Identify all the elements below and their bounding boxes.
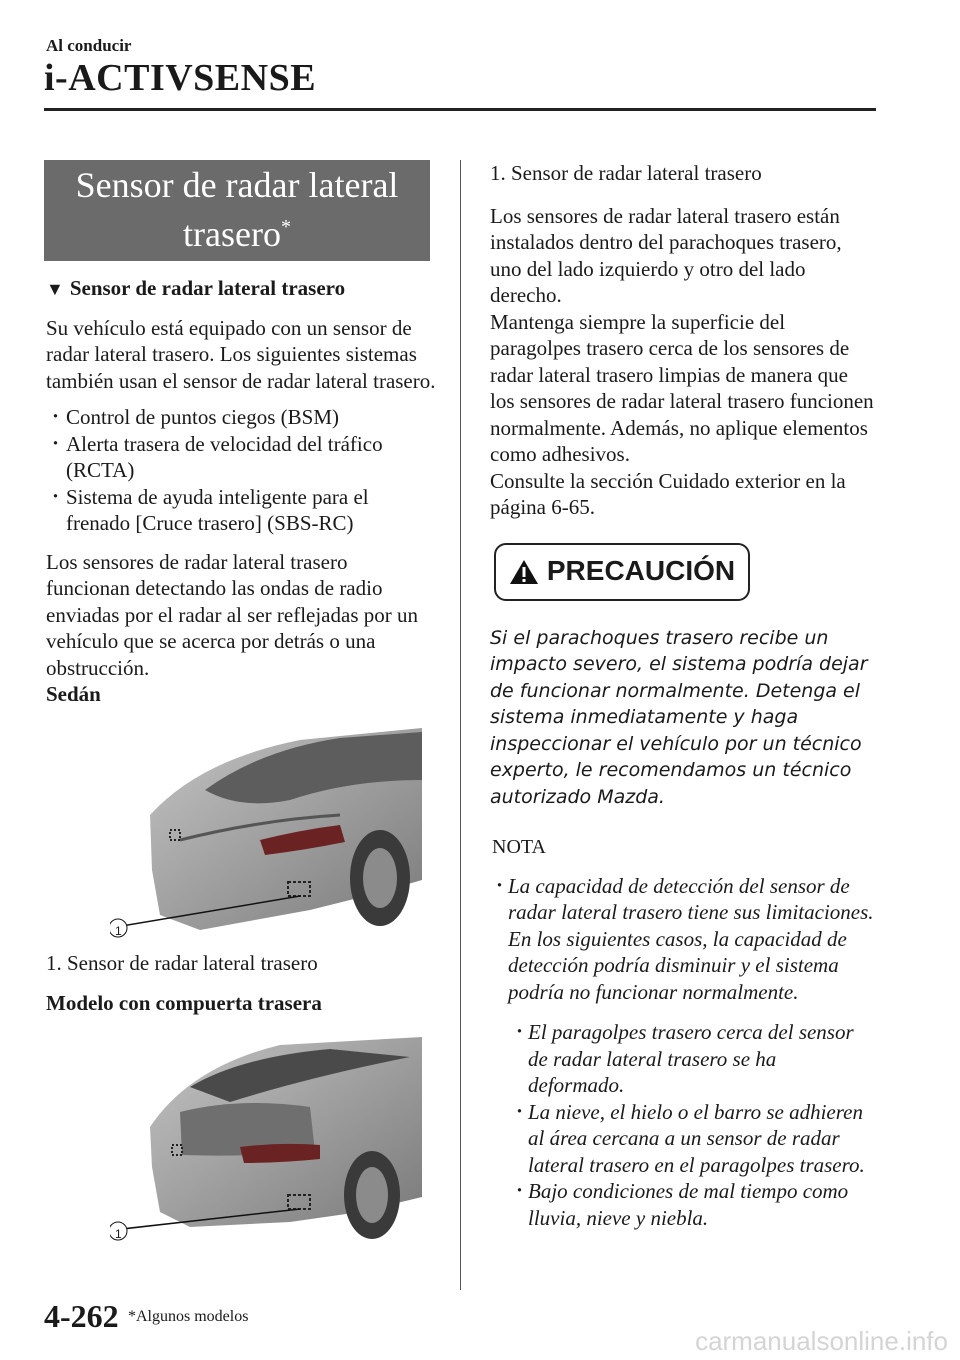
header-rule xyxy=(44,108,876,111)
caution-badge xyxy=(494,543,750,601)
list-item: · Control de puntos ciegos (BSM) xyxy=(66,404,436,431)
figure-caption: 1. Sensor de radar lateral trasero xyxy=(490,161,762,185)
page-number: 4-262 xyxy=(44,1298,119,1334)
note-block xyxy=(490,873,876,1232)
title-asterisk: * xyxy=(280,216,291,238)
reference-paragraph: Consulte la sección Cuidado exterior en la página 6-65. xyxy=(490,468,846,519)
sedan-label: Sedán xyxy=(46,682,101,706)
intro-paragraph: Su vehículo está equipado con un sensor de radar lateral trasero. Los siguientes sistemas también usan el sensor de radar lateral trasero. xyxy=(46,315,436,393)
note-title: NOTA xyxy=(492,836,546,858)
note-subitem: · El paragolpes trasero cerca del sensor de radar lateral trasero se ha deformado. xyxy=(528,1019,876,1099)
warning-triangle-icon xyxy=(509,559,539,585)
maintenance-paragraph: Mantenga siempre la superficie del paragolpes trasero cerca de los sensores de radar lateral trasero limpias de manera que los sensores de radar lateral trasero funcionen normalmente. Además, no aplique elementos como adhesivos. xyxy=(490,309,874,466)
hatch-illustration xyxy=(110,1027,422,1247)
left-column xyxy=(46,160,436,1257)
list-item: · Alerta trasera de velocidad del tráfico (RCTA) xyxy=(66,431,436,484)
list-item: · Sistema de ayuda inteligente para el frenado [Cruce trasero] (SBS-RC) xyxy=(66,484,436,537)
note-subitem: · Bajo condiciones de mal tiempo como lluvia, nieve y niebla. xyxy=(528,1178,876,1231)
subheading-text: Sensor de radar lateral trasero xyxy=(69,276,346,300)
note-list xyxy=(490,873,876,1232)
note-subitem: · La nieve, el hielo o el barro se adhieren al área cercana a un sensor de radar lateral trasero en el paragolpes trasero. xyxy=(528,1099,876,1179)
hatch-car-image xyxy=(110,1027,422,1247)
note-main-text: La capacidad de detección del sensor de radar lateral trasero tiene sus limitaciones. En los siguientes casos, la capacidad de detección podría disminuir y el sistema podría no funcionar normalmente. xyxy=(508,873,874,1004)
systems-list xyxy=(46,404,436,537)
callout-1: 1 xyxy=(115,923,122,938)
note-sublist xyxy=(508,1019,876,1231)
caution-text: Si el parachoques trasero recibe un impacto severo, el sistema podría dejar de funcionar normalmente. Detenga el sistema inmediatamente y haga inspeccionar el vehículo por un técnico experto, le recomendamos un técnico autorizado Mazda. xyxy=(490,626,868,808)
watermark: carmanualsonline.info xyxy=(695,1326,948,1356)
sedan-car-image xyxy=(110,720,422,940)
section-title-box xyxy=(44,160,430,261)
sedan-caption: 1. Sensor de radar lateral trasero xyxy=(46,950,318,975)
operation-paragraph: Los sensores de radar lateral trasero funcionan detectando las ondas de radio enviadas por el radar al ser reflejadas por un vehículo que se acerca por detrás o una obstrucción. xyxy=(46,549,418,680)
section-title: Sensor de radar lateral trasero xyxy=(75,165,399,254)
footnote: *Algunos modelos xyxy=(128,1308,249,1325)
callout-1: 1 xyxy=(115,1226,122,1241)
sedan-illustration xyxy=(110,720,422,940)
note-item xyxy=(508,873,876,1232)
subheading xyxy=(46,275,436,303)
hatch-label: Modelo con compuerta trasera xyxy=(46,991,322,1015)
column-divider xyxy=(460,160,461,1290)
right-column xyxy=(490,160,876,1231)
chapter-title: i-ACTIVSENSE xyxy=(44,57,317,99)
section-label: Al conducir xyxy=(46,36,132,55)
caution-label: PRECAUCIÓN xyxy=(546,555,736,587)
install-paragraph: Los sensores de radar lateral trasero están instalados dentro del parachoques trasero, uno del lado izquierdo y otro del lado derecho. xyxy=(490,203,842,307)
triangle-down-icon: ▼ xyxy=(46,279,64,299)
